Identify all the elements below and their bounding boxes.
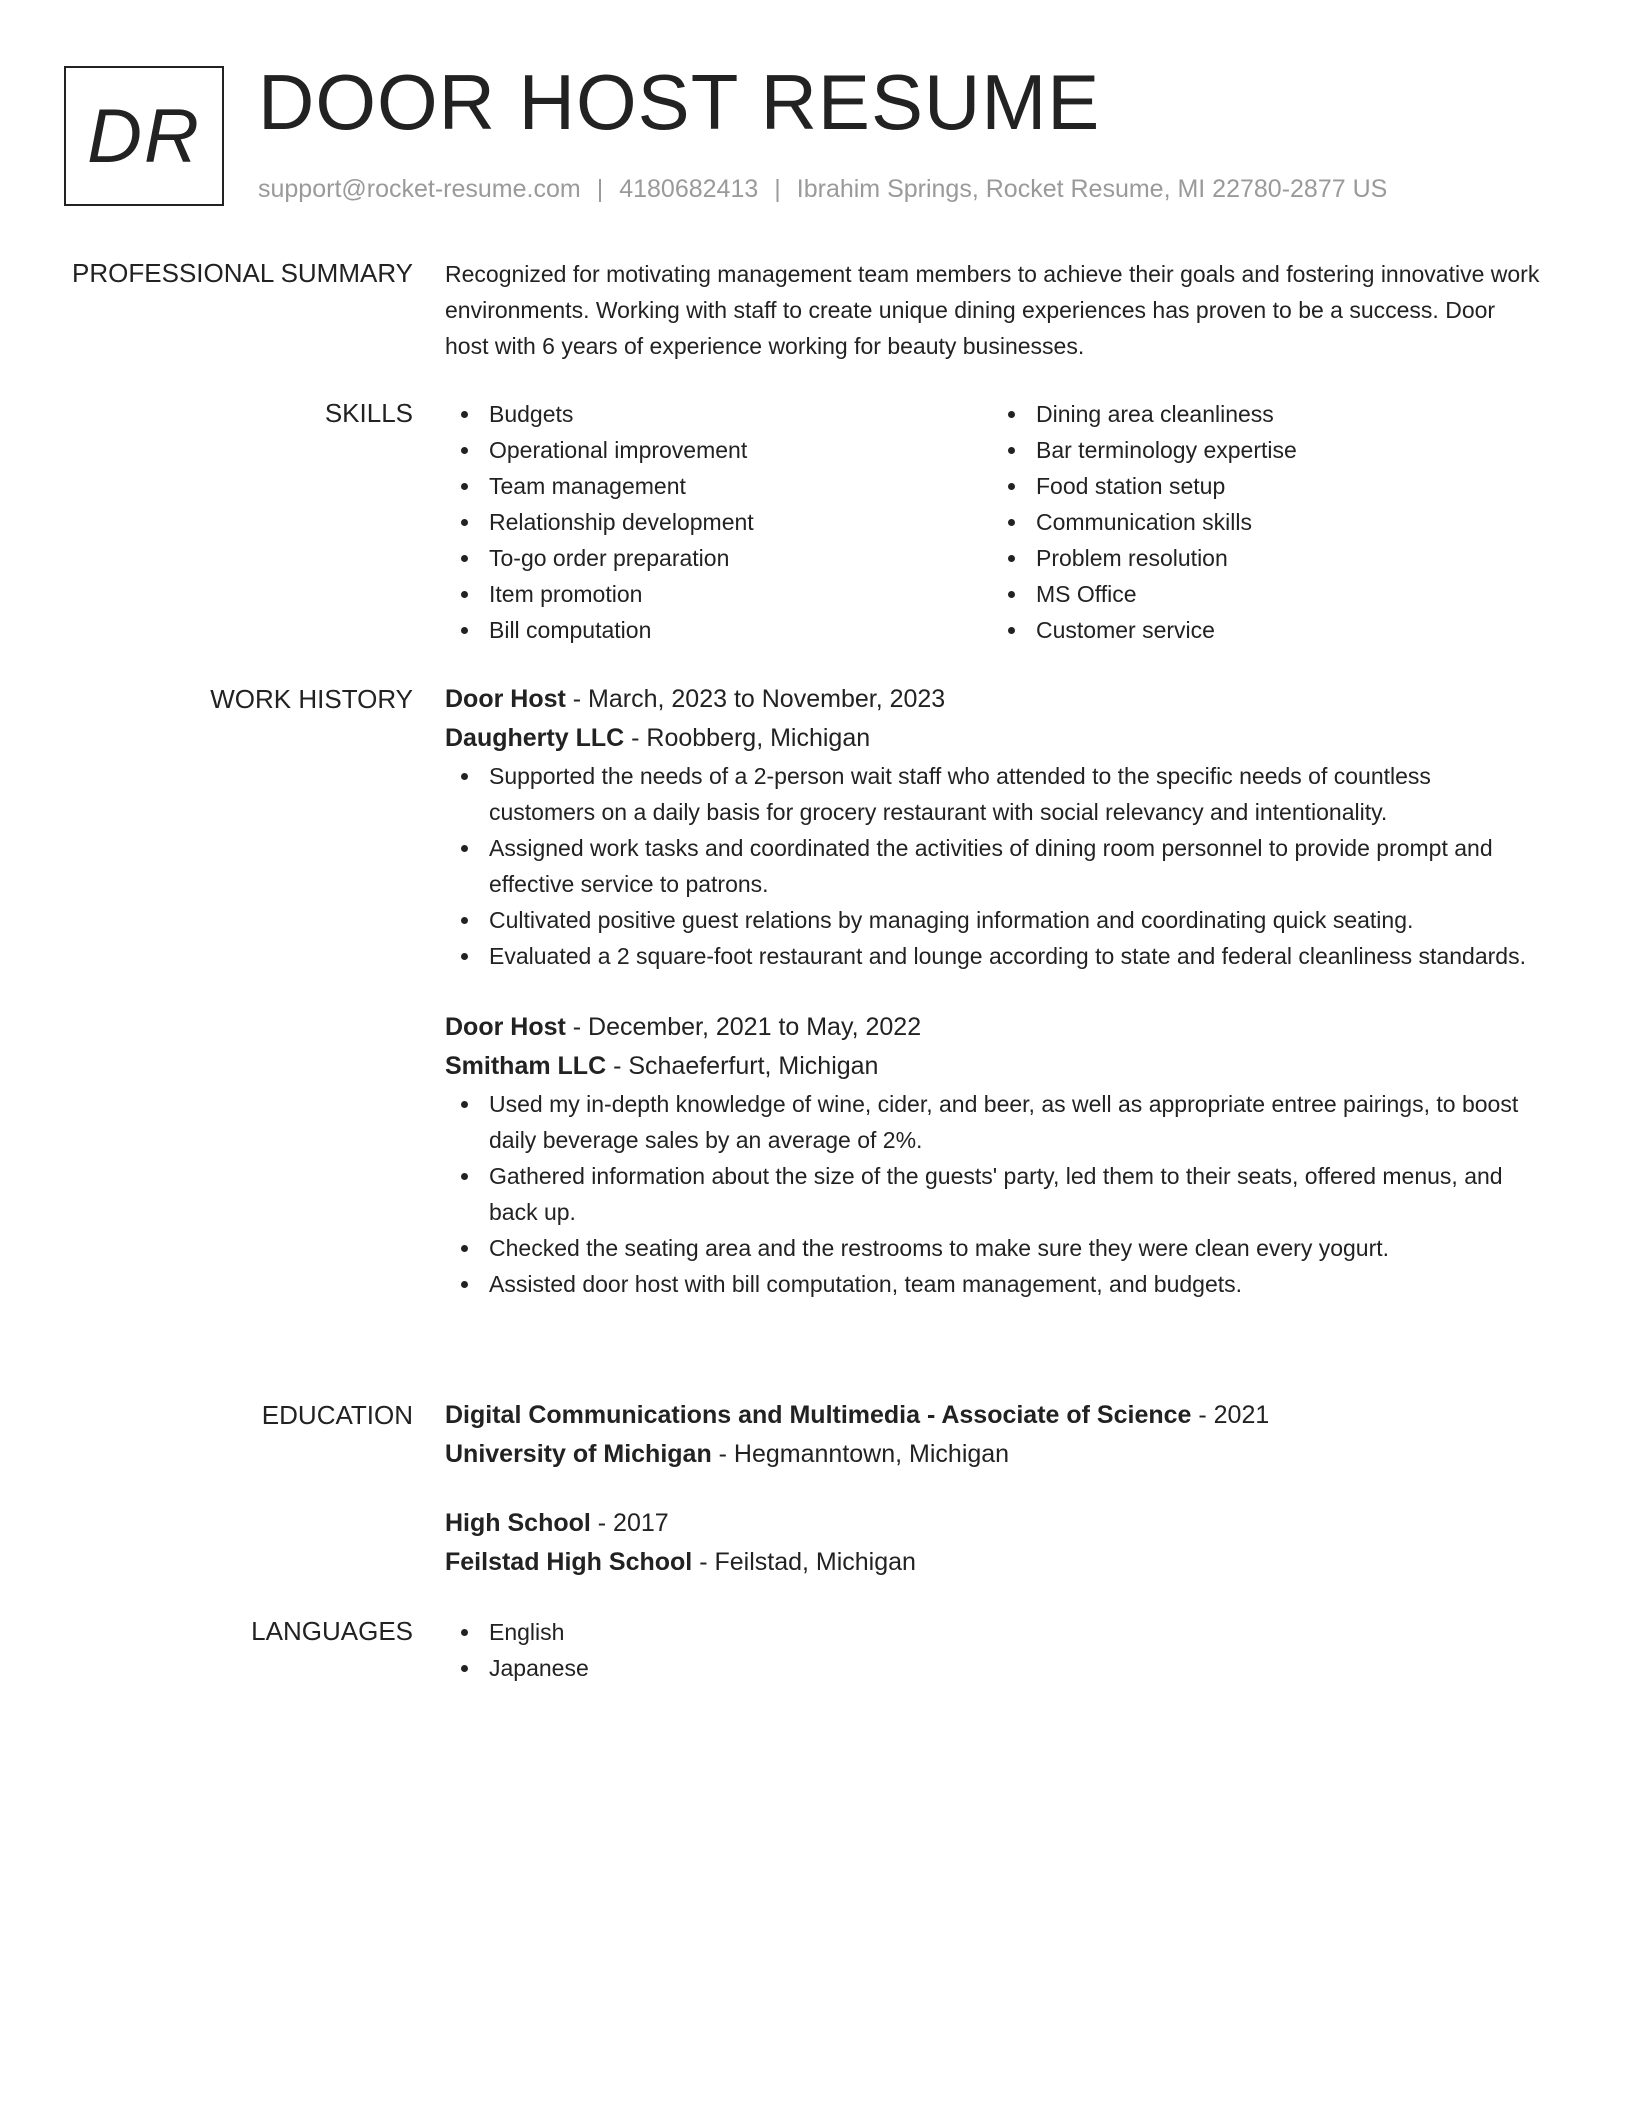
edu-school: University of Michigan [445, 1440, 712, 1468]
skill-item: Team management [445, 468, 992, 504]
skill-item: Operational improvement [445, 432, 992, 468]
edu-location: - Hegmanntown, Michigan [711, 1440, 1010, 1468]
edu-degree-line [445, 1504, 1540, 1543]
job-bullet: Supported the needs of a 2-person wait staff who attended to the specific needs of countless customers on a daily basis for grocery restaurant with social relevancy and intentionality. [445, 758, 1540, 830]
edu-year: - 2021 [1191, 1401, 1270, 1429]
job-title: Door Host [445, 685, 566, 713]
edu-degree-line [445, 1396, 1540, 1435]
edu-school-line [445, 1435, 1540, 1474]
skill-item: Bar terminology expertise [992, 432, 1539, 468]
education-entry [445, 1396, 1540, 1474]
monogram-logo: DR [64, 66, 224, 206]
section-label-education: EDUCATION [261, 1400, 413, 1430]
job-company: Smitham LLC [445, 1052, 607, 1080]
page-title: DOOR HOST RESUME [258, 58, 1101, 146]
job-company: Daugherty LLC [445, 724, 625, 752]
section-label-summary: PROFESSIONAL SUMMARY [72, 258, 413, 288]
job-title-line [445, 680, 1540, 719]
contact-phone[interactable]: 4180682413 [619, 175, 759, 203]
job-bullet: Evaluated a 2 square-foot restaurant and lounge according to state and federal cleanliness standards. [445, 938, 1540, 974]
skills-list-left [445, 396, 992, 648]
job-title: Door Host [445, 1013, 566, 1041]
job-bullets [445, 1086, 1540, 1302]
skill-item: To-go order preparation [445, 540, 992, 576]
contact-line [258, 172, 1387, 206]
job-bullet: Assisted door host with bill computation, team management, and budgets. [445, 1266, 1540, 1302]
contact-address: Ibrahim Springs, Rocket Resume, MI 22780-2877 US [796, 175, 1388, 203]
edu-year: - 2017 [590, 1509, 669, 1537]
skill-item: Communication skills [992, 504, 1539, 540]
job-location: - Roobberg, Michigan [624, 724, 871, 752]
edu-location: - Feilstad, Michigan [692, 1548, 916, 1576]
job-bullets [445, 758, 1540, 974]
job-dates: - December, 2021 to May, 2022 [565, 1013, 922, 1041]
education-entry [445, 1504, 1540, 1582]
job-bullet: Assigned work tasks and coordinated the activities of dining room personnel to provide prompt and effective service to patrons. [445, 830, 1540, 902]
skill-item: Budgets [445, 396, 992, 432]
job-company-line [445, 719, 1540, 758]
section-label-languages: LANGUAGES [251, 1616, 413, 1646]
skill-item: Item promotion [445, 576, 992, 612]
language-item: Japanese [445, 1650, 1540, 1686]
job-bullet: Used my in-depth knowledge of wine, cider, and beer, as well as appropriate entree pairings, to boost daily beverage sales by an average of 2%. [445, 1086, 1540, 1158]
summary-text: Recognized for motivating management team members to achieve their goals and fostering innovative work environments. Working with staff to create unique dining experiences has proven to be a success. Door host with 6 years of experience working for beauty businesses. [445, 261, 1540, 359]
skill-item: Problem resolution [992, 540, 1539, 576]
job-location: - Schaeferfurt, Michigan [606, 1052, 879, 1080]
job-dates: - March, 2023 to November, 2023 [565, 685, 946, 713]
skill-item: Bill computation [445, 612, 992, 648]
edu-school-line [445, 1543, 1540, 1582]
job-entry [445, 1008, 1540, 1302]
languages-list [445, 1614, 1540, 1686]
contact-email[interactable]: support@rocket-resume.com [258, 175, 581, 203]
skill-item: Customer service [992, 612, 1539, 648]
job-entry [445, 680, 1540, 974]
section-label-work: WORK HISTORY [210, 684, 413, 714]
language-item: English [445, 1614, 1540, 1650]
job-bullet: Checked the seating area and the restrooms to make sure they were clean every yogurt. [445, 1230, 1540, 1266]
skill-item: Dining area cleanliness [992, 396, 1539, 432]
section-label-skills: SKILLS [324, 398, 413, 428]
contact-separator: | [596, 175, 604, 203]
edu-school: Feilstad High School [445, 1548, 693, 1576]
edu-degree: Digital Communications and Multimedia - Associate of Science [445, 1401, 1192, 1429]
job-bullet: Cultivated positive guest relations by managing information and coordinating quick seating. [445, 902, 1540, 938]
skill-item: Relationship development [445, 504, 992, 540]
edu-degree: High School [445, 1509, 591, 1537]
job-company-line [445, 1047, 1540, 1086]
job-bullet: Gathered information about the size of the guests' party, led them to their seats, offered menus, and back up. [445, 1158, 1540, 1230]
contact-separator: | [774, 175, 781, 203]
skill-item: Food station setup [992, 468, 1539, 504]
skill-item: MS Office [992, 576, 1539, 612]
job-title-line [445, 1008, 1540, 1047]
skills-list-right [992, 396, 1539, 648]
